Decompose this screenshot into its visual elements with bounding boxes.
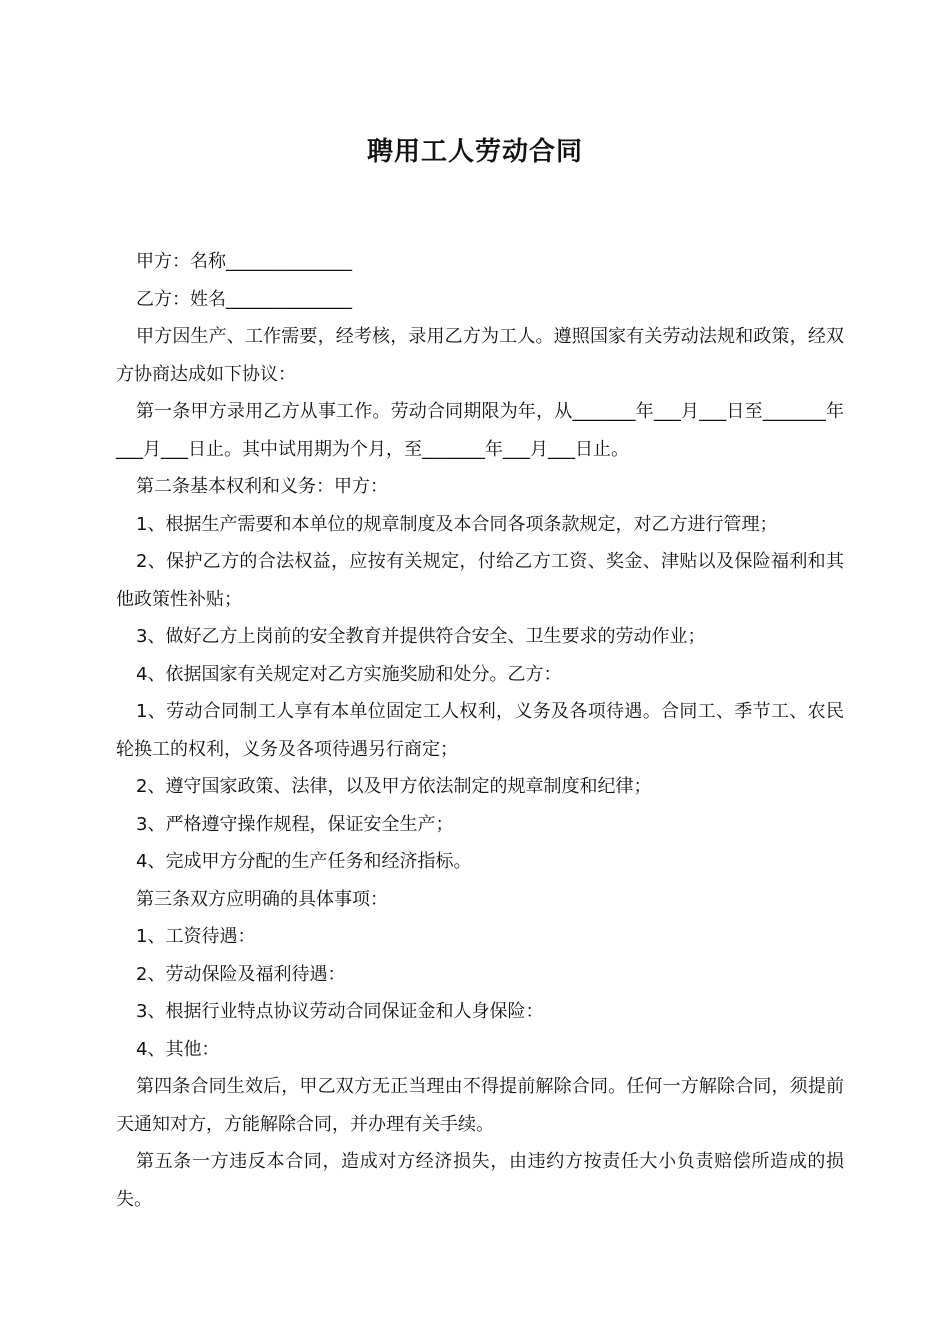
party-b-duty-3: 3、严格遵守操作规程，保证安全生产； — [136, 813, 454, 835]
article-3-heading: 第三条双方应明确的具体事项： — [136, 888, 388, 910]
document-title: 聘用工人劳动合同 — [366, 137, 583, 167]
intro-paragraph: 甲方因生产、工作需要，经考核，录用乙方为工人。遵照国家有关劳动法规和政策，经双方协商达成如下协议： — [116, 326, 844, 385]
party-b-name-line: 乙方：姓名______________ — [136, 288, 352, 310]
document-body — [116, 243, 844, 1218]
article-2-heading: 第二条基本权利和义务：甲方： — [136, 476, 388, 497]
party-a-name-line: 甲方：名称______________ — [136, 251, 352, 272]
party-b-duty-4: 4、完成甲方分配的生产任务和经济指标。 — [136, 851, 472, 872]
article-5: 第五条一方违反本合同，造成对方经济损失，由违约方按责任大小负责赔偿所造成的损失。 — [116, 1151, 844, 1210]
article-3-item-2: 2、劳动保险及福利待遇： — [136, 963, 346, 985]
party-a-duty-3: 3、做好乙方上岗前的安全教育并提供符合安全、卫生要求的劳动作业； — [136, 626, 706, 647]
article-4: 第四条合同生效后，甲乙双方无正当理由不得提前解除合同。任何一方解除合同，须提前天通知对方，方能解除合同，并办理有关手续。 — [116, 1076, 844, 1135]
party-a-duty-1: 1、根据生产需要和本单位的规章制度及本合同各项条款规定，对乙方进行管理； — [136, 513, 778, 535]
article-3-item-3: 3、根据行业特点协议劳动合同保证金和人身保险： — [136, 1001, 544, 1022]
party-b-duty-2: 2、遵守国家政策、法律，以及甲方依法制定的规章制度和纪律； — [136, 776, 652, 797]
party-b-duty-1: 1、劳动合同制工人享有本单位固定工人权利，义务及各项待遇。合同工、季节工、农民轮换工的权利，义务及各项待遇另行商定； — [116, 701, 844, 760]
article-1: 第一条甲方录用乙方从事工作。劳动合同期限为年，从_______年___月___日至_______年___月___日止。其中试用期为个月，至_______年___月___日止。 — [116, 401, 844, 460]
party-a-duty-2: 2、保护乙方的合法权益，应按有关规定，付给乙方工资、奖金、津贴以及保险福利和其他政策性补贴； — [116, 551, 844, 610]
party-a-duty-4: 4、依据国家有关规定对乙方实施奖励和处分。乙方： — [136, 663, 562, 685]
article-3-item-4: 4、其他： — [136, 1038, 220, 1060]
article-3-item-1: 1、工资待遇： — [136, 926, 256, 947]
